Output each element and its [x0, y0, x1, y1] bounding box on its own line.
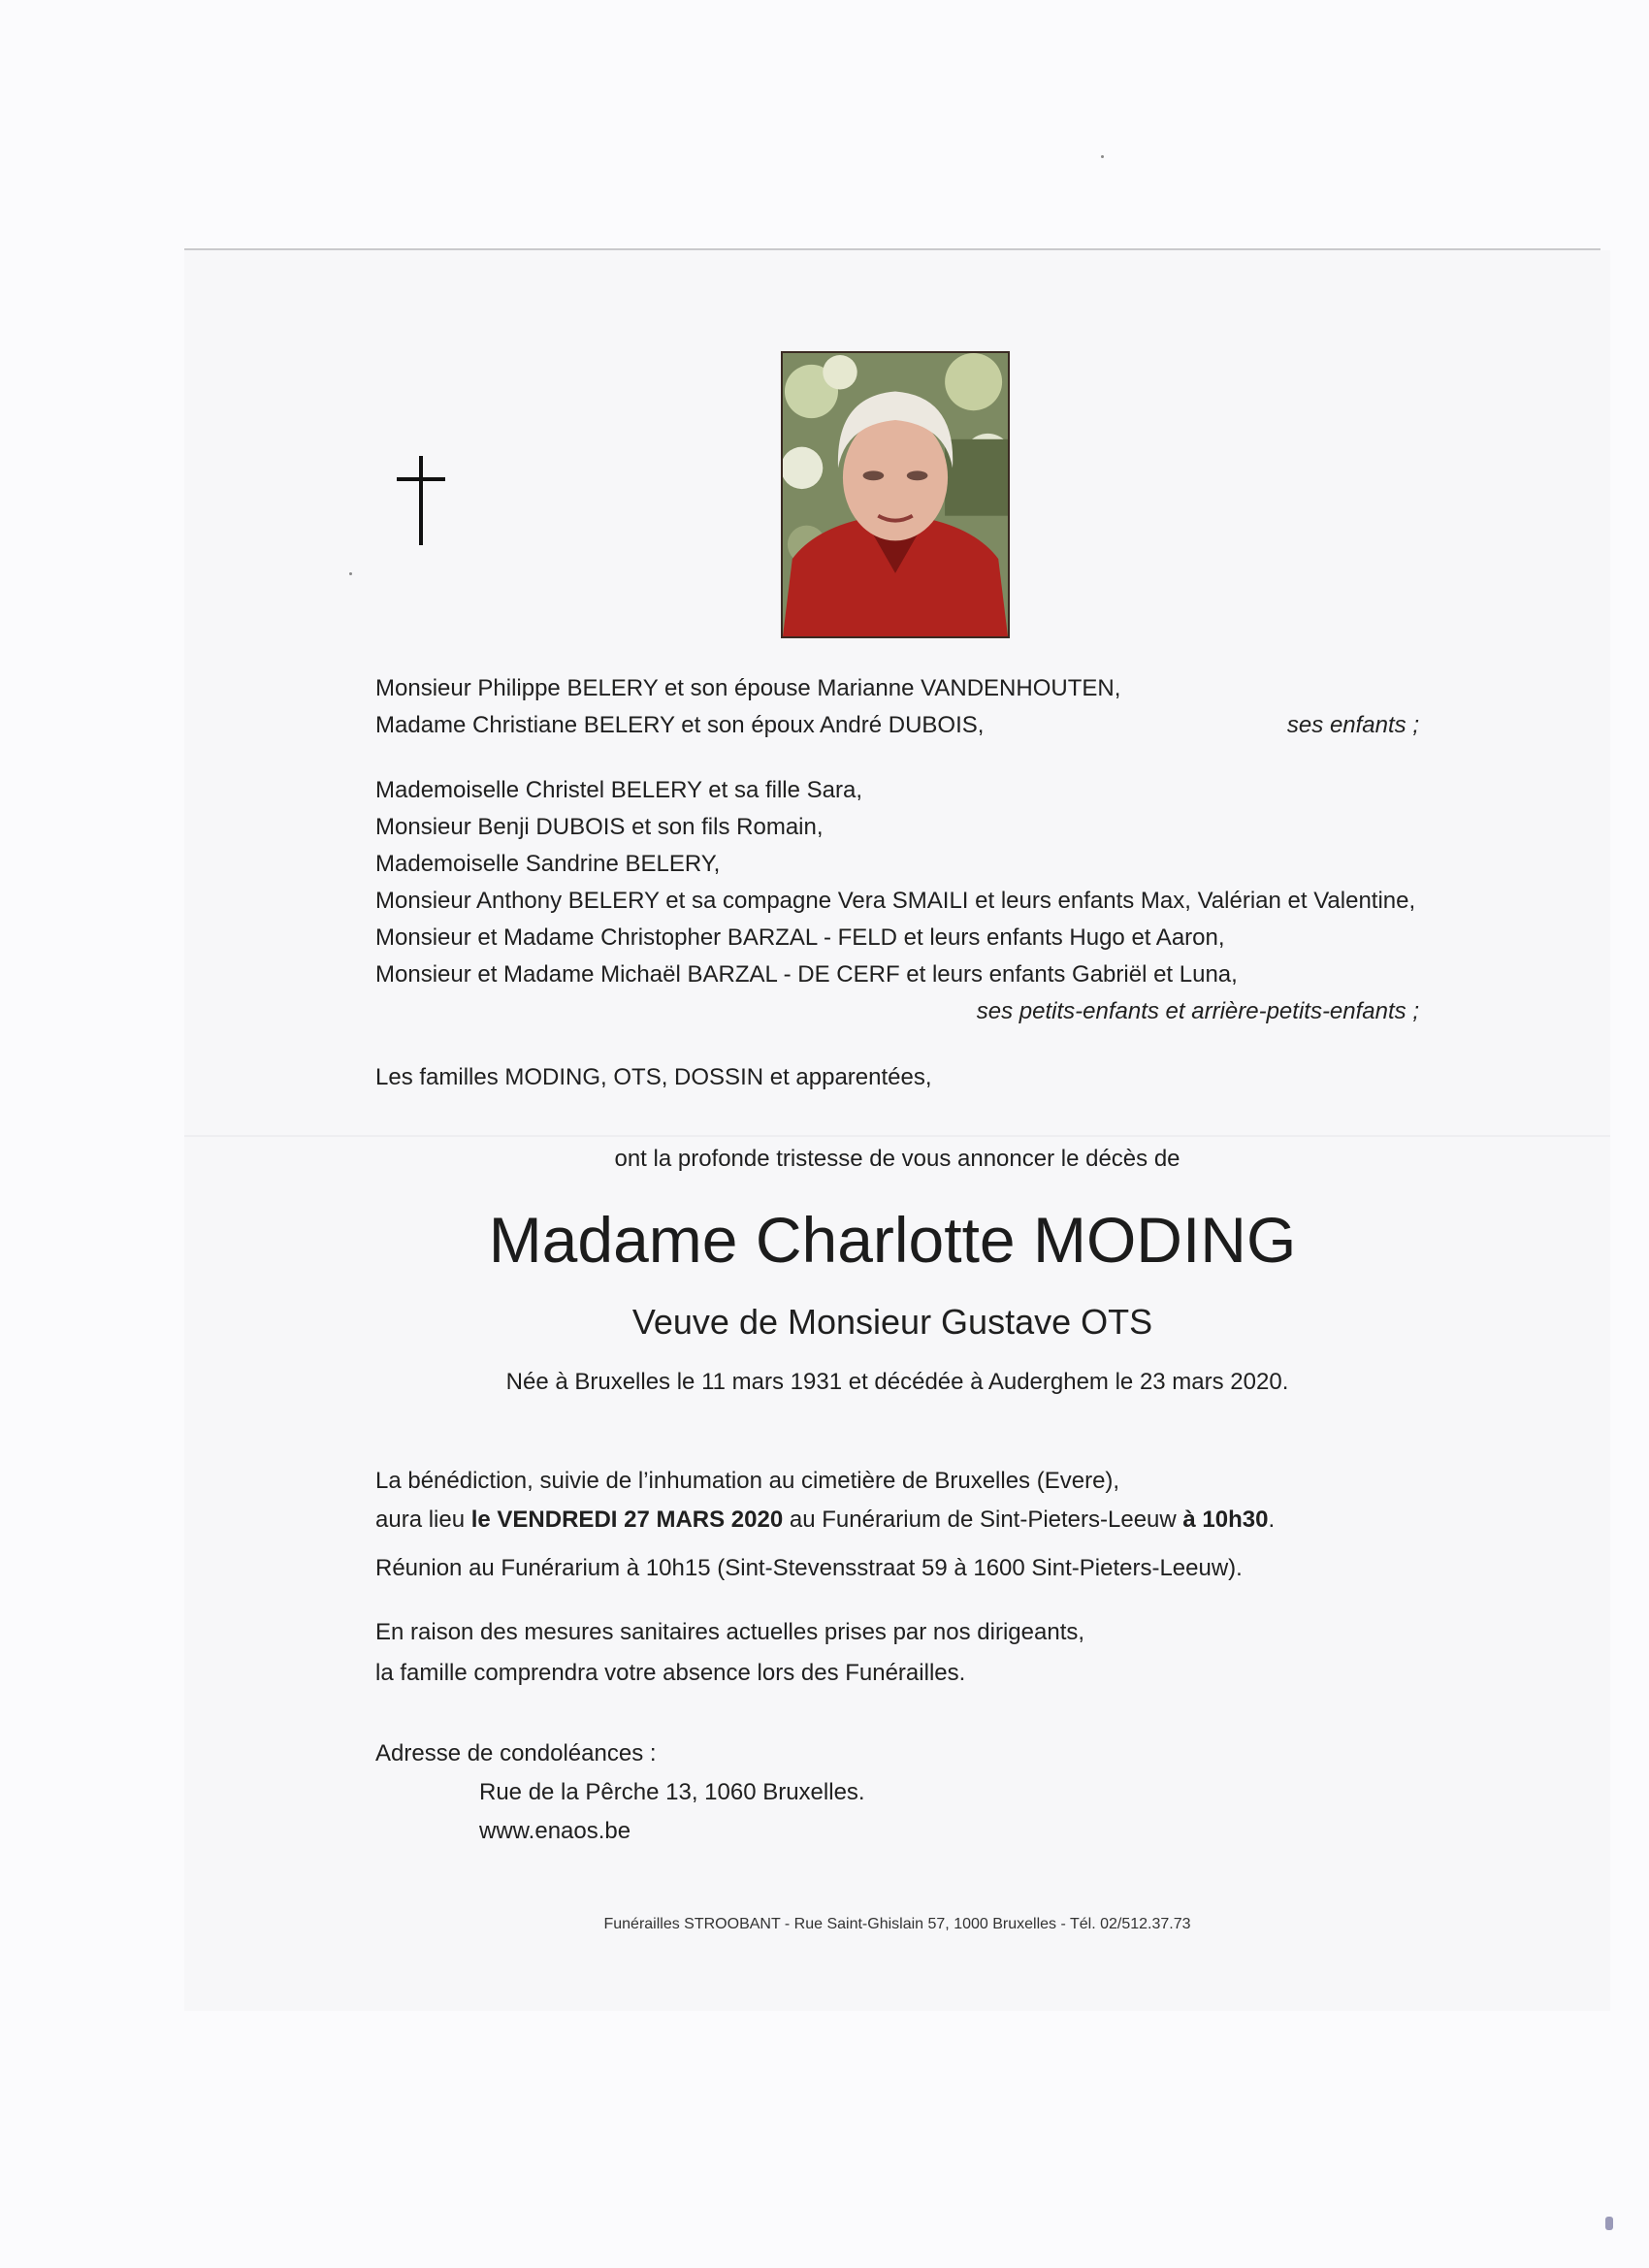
condolences-website[interactable]: www.enaos.be	[479, 1818, 631, 1844]
family-grandchildren-line-1: Mademoiselle Christel BELERY et sa fille Sara,	[375, 777, 863, 803]
ceremony-time: à 10h30	[1182, 1507, 1269, 1533]
family-grandchildren-line-6: Monsieur et Madame Michaël BARZAL - DE CERF et leurs enfants Gabriël et Luna,	[375, 961, 1238, 988]
scan-speck	[1605, 2217, 1613, 2230]
ceremony-line-2-a: aura lieu	[375, 1507, 471, 1533]
scan-speck	[349, 572, 352, 575]
family-grandchildren-line-4: Monsieur Anthony BELERY et sa compagne Vera SMAILI et leurs enfants Max, Valérian et Valentine,	[375, 888, 1416, 914]
family-grandchildren-line-2: Monsieur Benji DUBOIS et son fils Romain,	[375, 814, 824, 840]
scan-speck	[1101, 155, 1104, 158]
ceremony-date: le VENDREDI 27 MARS 2020	[470, 1507, 784, 1533]
announcement-intro: ont la profonde tristesse de vous annoncer le décès de	[614, 1146, 1180, 1172]
family-children-line-1: Monsieur Philippe BELERY et son épouse Marianne VANDENHOUTEN,	[375, 675, 1121, 701]
deceased-name: Madame Charlotte MODING	[488, 1204, 1297, 1276]
portrait-photo	[781, 351, 1010, 638]
ceremony-line-2-c: au Funérarium de Sint-Pieters-Leeuw	[783, 1507, 1183, 1533]
children-label: ses enfants ;	[1286, 712, 1419, 738]
grandchildren-label: ses petits-enfants et arrière-petits-enfants ;	[976, 998, 1419, 1024]
family-grandchildren-line-5: Monsieur et Madame Christopher BARZAL - FELD et leurs enfants Hugo et Aaron,	[375, 924, 1225, 951]
condolences-label: Adresse de condoléances :	[375, 1740, 657, 1766]
ceremony-line-3: Réunion au Funérarium à 10h15 (Sint-Stevensstraat 59 à 1600 Sint-Pieters-Leeuw).	[375, 1555, 1243, 1581]
funeral-home-footer: Funérailles STROOBANT - Rue Saint-Ghislain 57, 1000 Bruxelles - Tél. 02/512.37.73	[603, 1916, 1191, 1932]
ceremony-line-1: La bénédiction, suivie de l’inhumation au cimetière de Bruxelles (Evere),	[375, 1468, 1120, 1494]
family-children-line-2: Madame Christiane BELERY et son époux André DUBOIS,	[375, 712, 985, 738]
family-grandchildren-line-3: Mademoiselle Sandrine BELERY,	[375, 851, 721, 877]
notice-line-2: la famille comprendra votre absence lors des Funérailles.	[375, 1660, 966, 1686]
notice-line-1: En raison des mesures sanitaires actuelles prises par nos dirigeants,	[375, 1619, 1085, 1645]
ceremony-line-2-e: .	[1268, 1507, 1276, 1533]
other-families: Les familles MODING, OTS, DOSSIN et apparentées,	[375, 1064, 932, 1090]
cross-icon	[393, 456, 451, 545]
condolences-address: Rue de la Pêrche 13, 1060 Bruxelles.	[479, 1779, 865, 1805]
widow-of: Veuve de Monsieur Gustave OTS	[631, 1302, 1153, 1342]
birth-death-dates: Née à Bruxelles le 11 mars 1931 et décédée à Auderghem le 23 mars 2020.	[505, 1369, 1289, 1395]
sheet-fold	[184, 1135, 1610, 1137]
ceremony-line-2	[375, 1506, 1275, 1535]
